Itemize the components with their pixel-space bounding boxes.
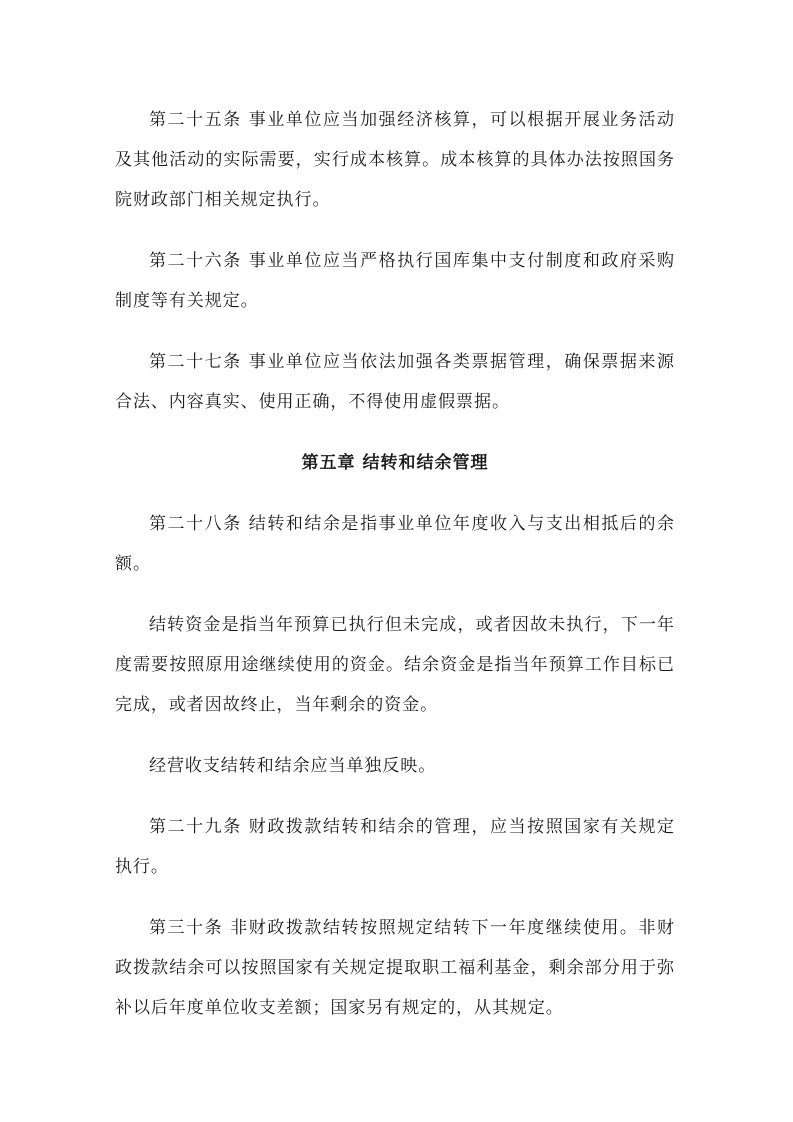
chapter-five-heading: 第五章 结转和结余管理: [301, 453, 489, 473]
article-30-paragraph: 第三十条 非财政拨款结转按照规定结转下一年度继续使用。非财政拨款结余可以按照国家有关规定提取职工福利基金，剩余部分用于弥补以后年度单位收支差额；国家另有规定的，从其规定。: [115, 918, 675, 1018]
article-26-paragraph: 第二十六条 事业单位应当严格执行国库集中支付制度和政府采购制度等有关规定。: [115, 251, 675, 311]
article-27-paragraph: 第二十七条 事业单位应当依法加强各类票据管理，确保票据来源合法、内容真实、使用正确，不得使用虚假票据。: [115, 352, 675, 412]
business-carryover-paragraph: 经营收支结转和结余应当单独反映。: [149, 756, 437, 776]
document-body: [115, 100, 675, 1028]
article-25-paragraph: 第二十五条 事业单位应当加强经济核算，可以根据开展业务活动及其他活动的实际需要，实行成本核算。成本核算的具体办法按照国务院财政部门相关规定执行。: [115, 110, 675, 210]
article-29-paragraph: 第二十九条 财政拨款结转和结余的管理，应当按照国家有关规定执行。: [115, 817, 675, 877]
carryover-definition-paragraph: 结转资金是指当年预算已执行但未完成，或者因故未执行，下一年度需要按照原用途继续使用的资金。结余资金是指当年预算工作目标已完成，或者因故终止，当年剩余的资金。: [115, 615, 675, 715]
article-28-paragraph: 第二十八条 结转和结余是指事业单位年度收入与支出相抵后的余额。: [115, 514, 675, 574]
